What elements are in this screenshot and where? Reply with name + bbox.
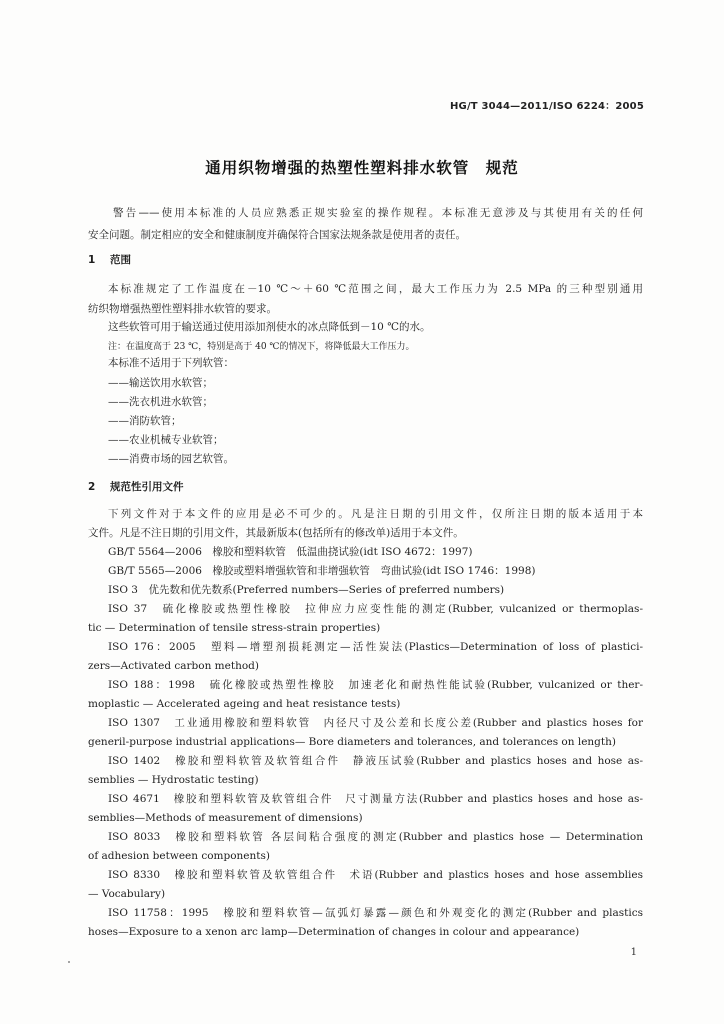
exclusion-item: ——洗衣机进水软管； [108,396,213,408]
scope-paragraph-line-1: 本标准规定了工作温度在－10 ℃～＋60 ℃范围之间，最大工作压力为 2.5 MPa 的三种型别通用 [108,283,643,295]
reference-entry: ISO 3 优先数和优先数系(Preferred numbers—Series of preferred numbers) [108,584,505,596]
section-2-number: 2 [88,481,96,493]
scope-note: 注：在温度高于 23 ℃，特别是高于 40 ℃的情况下，将降低最大工作压力。 [108,342,415,352]
reference-entry: ISO 1402 橡胶和塑料软管及软管组合件 静液压试验(Rubber and plastics hoses and hose as- [108,755,643,767]
references-intro-line-1: 下列文件对于本文件的应用是必不可少的。凡是注日期的引用文件，仅所注日期的版本适用于本 [108,508,643,520]
reference-entry: ISO 176：2005 塑料—增塑剂损耗测定—活性炭法(Plastics—Determination of loss of plastici- [108,641,643,653]
reference-entry: ISO 1307 工业通用橡胶和塑料软管 内径尺寸及公差和长度公差(Rubber and plastics hoses for [108,717,643,729]
reference-entry: ISO 4671 橡胶和塑料软管及软管组合件 尺寸测量方法(Rubber and plastics hoses and hose as- [108,793,643,805]
reference-entry-continued: semblies—Methods of measurement of dimensions) [88,812,363,824]
reference-entry: GB/T 5564—2006 橡胶和塑料软管 低温曲挠试验(idt ISO 4672：1997) [108,546,473,558]
reference-entry-continued: semblies — Hydrostatic testing) [88,774,259,786]
reference-entry-continued: of adhesion between components) [88,850,270,862]
reference-entry: GB/T 5565—2006 橡胶或塑料增强软管和非增强软管 弯曲试验(idt ISO 1746：1998) [108,565,536,577]
reference-entry: ISO 11758：1995 橡胶和塑料软管—氙弧灯暴露—颜色和外观变化的测定(Rubber and plastics [108,907,643,919]
section-1-number: 1 [88,254,96,266]
reference-entry-continued: — Vocabulary) [88,888,166,900]
section-2-heading [88,480,643,494]
page-number: 1 [630,947,637,958]
scope-paragraph-2: 这些软管可用于输送通过使用添加剂使水的冰点降低到－10 ℃的水。 [108,321,431,333]
exclusion-item: ——消防软管； [108,415,182,427]
reference-entry: ISO 188：1998 硫化橡胶或热塑性橡胶 加速老化和耐热性能试验(Rubber, vulcanized or ther- [108,679,643,691]
section-1-heading [88,253,643,267]
reference-entry: ISO 8330 橡胶和塑料软管及软管组合件 术语(Rubber and plastics hoses and hose assemblies [108,869,643,881]
reference-entry-continued: generil-purpose industrial applications— Bore diameters and tolerances, and tolerances on length) [88,736,616,748]
reference-entry-continued: zers—Activated carbon method) [88,660,259,672]
section-2-title: 规范性引用文件 [110,481,184,493]
section-1-title: 范围 [110,254,131,266]
warning-line-1: 警告——使用本标准的人员应熟悉正规实验室的操作规程。本标准无意涉及与其使用有关的任何 [113,207,643,219]
standard-number: HG/T 3044—2011/ISO 6224：2005 [449,101,644,112]
reference-entry-continued: tic — Determination of tensile stress-strain properties) [88,622,381,634]
references-intro-line-2: 文件。凡是不注日期的引用文件，其最新版本(包括所有的修改单)适用于本文件。 [88,527,464,539]
exclusion-item: ——农业机械专业软管； [108,434,224,446]
document-title: 通用织物增强的热塑性塑料排水软管 规范 [205,159,519,177]
not-applicable-intro: 本标准不适用于下列软管： [108,357,234,369]
reference-entry: ISO 37 硫化橡胶或热塑性橡胶 拉伸应力应变性能的测定(Rubber, vulcanized or thermoplas- [108,603,643,615]
scan-speck [68,961,70,963]
exclusion-item: ——消费市场的园艺软管。 [108,453,234,465]
exclusion-item: ——输送饮用水软管； [108,377,213,389]
warning-line-2: 安全问题。制定相应的安全和健康制度并确保符合国家法规条款是使用者的责任。 [88,229,466,241]
reference-entry-continued: hoses—Exposure to a xenon arc lamp—Determination of changes in colour and appearance) [88,926,580,938]
scope-paragraph-line-2: 纺织物增强热塑性塑料排水软管的要求。 [88,303,277,315]
reference-entry-continued: moplastic — Accelerated ageing and heat resistance tests) [88,698,401,710]
reference-entry: ISO 8033 橡胶和塑料软管 各层间粘合强度的测定(Rubber and plastics hose — Determination [108,831,643,843]
